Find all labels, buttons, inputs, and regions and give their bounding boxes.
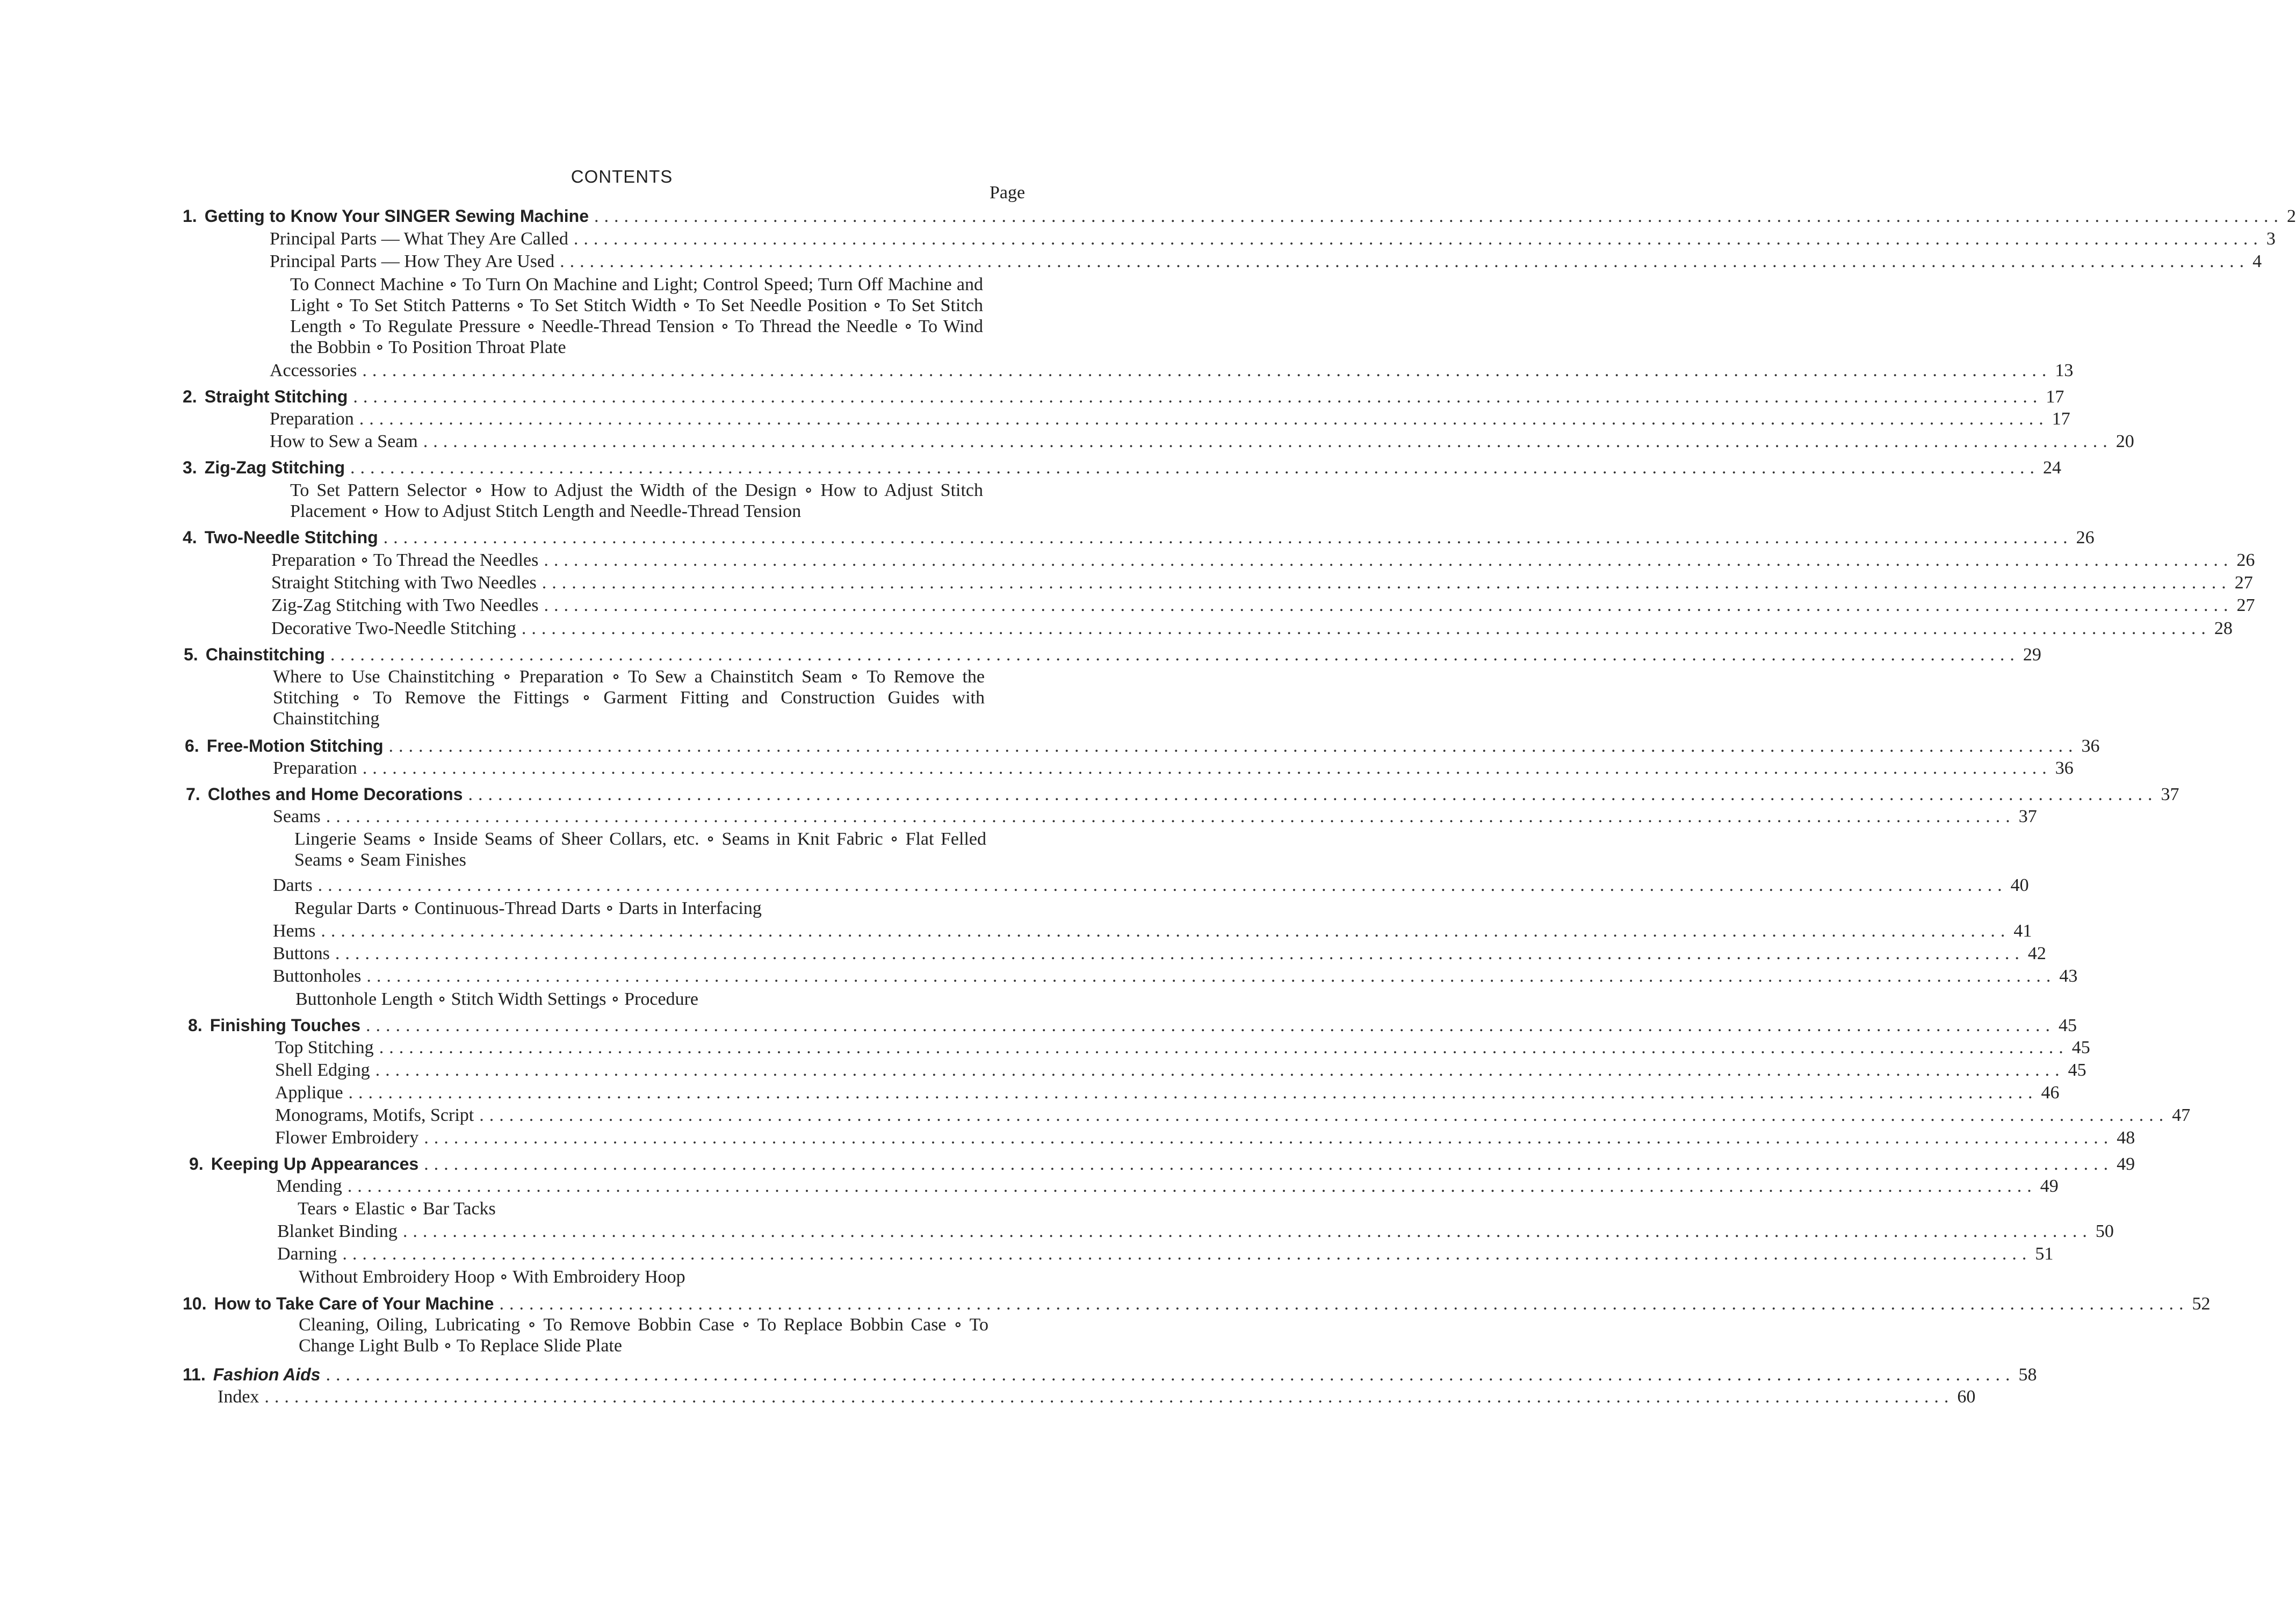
entry-title: Preparation — [270, 409, 354, 429]
section-number: 3. — [183, 458, 197, 477]
section-number: 10. — [183, 1294, 207, 1313]
entry-title: Darning — [277, 1244, 337, 1264]
section-title: Straight Stitching — [204, 387, 348, 406]
dot-leader: .......................................................................................................................................................................... — [424, 1128, 2114, 1148]
dot-leader: .......................................................................................................................................................................... — [573, 229, 2263, 249]
toc-entry[interactable] — [270, 251, 2262, 272]
entry-title: Accessories — [270, 361, 357, 380]
dot-leader: .......................................................................................................................................................................... — [479, 1105, 2169, 1125]
page-number: 36 — [2055, 758, 2074, 778]
dot-leader: .......................................................................................................................................................................... — [342, 1244, 2032, 1264]
page-number: 29 — [2023, 645, 2041, 665]
section-number: 4. — [183, 528, 197, 547]
page-number: 40 — [2010, 875, 2029, 895]
page-number: 17 — [2052, 409, 2070, 429]
dot-leader: .......................................................................................................................................................................... — [468, 785, 2158, 804]
toc-entry[interactable] — [273, 943, 2046, 965]
dot-leader: .......................................................................................................................................................................... — [330, 645, 2020, 665]
toc-entry[interactable] — [273, 758, 2074, 779]
toc-entry[interactable] — [270, 408, 2070, 430]
toc-section[interactable] — [186, 783, 2179, 805]
entry-title: Blanket Binding — [277, 1221, 398, 1241]
section-title: Two-Needle Stitching — [204, 528, 378, 547]
dot-leader: .......................................................................................................................................................................... — [348, 1083, 2038, 1103]
page-number: 28 — [2214, 618, 2233, 638]
entry-title: Principal Parts — What They Are Called — [270, 229, 568, 249]
page-number: 45 — [2071, 1038, 2090, 1057]
toc-entry[interactable] — [275, 1105, 2191, 1126]
page-number: 41 — [2013, 921, 2032, 941]
entry-description: Cleaning, Oiling, Lubricating ∘ To Remove Bobbin Case ∘ To Replace Bobbin Case ∘ To Change Light Bulb ∘ To Replace Slide Plate — [299, 1315, 988, 1356]
section-title: Finishing Touches — [210, 1016, 360, 1035]
entry-title: Decorative Two-Needle Stitching — [271, 618, 516, 638]
entry-title: Flower Embroidery — [275, 1128, 419, 1148]
page-number: 13 — [2055, 361, 2074, 380]
page-number: 27 — [2234, 573, 2253, 593]
entry-title: Preparation ∘ To Thread the Needles — [271, 550, 539, 570]
dot-leader: .......................................................................................................................................................................... — [347, 1176, 2037, 1196]
page-number: 26 — [2236, 550, 2255, 570]
entry-title: Mending — [276, 1176, 342, 1196]
page-number: 43 — [2059, 966, 2078, 986]
page-number: 20 — [2116, 431, 2134, 451]
toc-index[interactable] — [218, 1386, 1976, 1408]
entry-description: Without Embroidery Hoop ∘ With Embroidery Hoop — [299, 1267, 685, 1287]
entry-description: Where to Use Chainstitching ∘ Preparation ∘ To Sew a Chainstitch Seam ∘ To Remove the Stitching ∘ To Remove the Fittings ∘ Garment Fitting and Construction Guides with Chainstitching — [273, 667, 985, 729]
dot-leader: .......................................................................................................................................................................... — [383, 528, 2073, 548]
toc-entry[interactable] — [270, 431, 2134, 452]
toc-entry[interactable] — [277, 1243, 2054, 1265]
toc-entry[interactable] — [275, 1037, 2090, 1059]
page-number: 24 — [2042, 458, 2061, 478]
dot-leader: .......................................................................................................................................................................... — [326, 1365, 2016, 1385]
page-number: 58 — [2018, 1365, 2037, 1385]
page-number: 45 — [2058, 1016, 2077, 1035]
page-number: 17 — [2046, 387, 2064, 407]
entry-title: Applique — [275, 1083, 343, 1103]
dot-leader: .......................................................................................................................................................................... — [326, 807, 2016, 826]
dot-leader: .......................................................................................................................................................................... — [365, 1016, 2055, 1035]
section-title: Getting to Know Your SINGER Sewing Machine — [204, 206, 589, 226]
section-number: 8. — [188, 1016, 203, 1035]
toc-section[interactable] — [183, 205, 2296, 227]
page-number: 2 — [2286, 206, 2296, 226]
section-number: 7. — [186, 785, 200, 804]
entry-title: Hems — [273, 921, 316, 941]
dot-leader: .......................................................................................................................................................................... — [379, 1038, 2069, 1057]
dot-leader: .......................................................................................................................................................................... — [317, 875, 2008, 895]
entry-title: Preparation — [273, 758, 357, 778]
page-number: 48 — [2117, 1128, 2135, 1148]
section-number: 2. — [183, 387, 197, 406]
dot-leader: .......................................................................................................................................................................... — [544, 550, 2234, 570]
section-number: 11. — [183, 1365, 206, 1384]
entry-title: Monograms, Motifs, Script — [275, 1105, 474, 1125]
entry-description: Tears ∘ Elastic ∘ Bar Tacks — [298, 1199, 496, 1219]
dot-leader: .......................................................................................................................................................................... — [499, 1294, 2189, 1314]
dot-leader: .......................................................................................................................................................................... — [560, 251, 2250, 271]
toc-entry[interactable] — [275, 1082, 2060, 1104]
section-title: Clothes and Home Decorations — [207, 785, 463, 804]
toc-entry[interactable] — [270, 360, 2074, 382]
section-title: Chainstitching — [205, 645, 325, 664]
dot-leader: .......................................................................................................................................................................... — [353, 387, 2043, 407]
toc-section[interactable] — [183, 386, 2064, 408]
page-number: 3 — [2266, 229, 2276, 249]
toc-entry[interactable] — [271, 572, 2253, 594]
toc-section[interactable] — [189, 1153, 2135, 1175]
entry-title: Buttonholes — [273, 966, 362, 986]
section-number: 9. — [189, 1154, 204, 1174]
dot-leader: .......................................................................................................................................................................... — [362, 758, 2052, 778]
toc-entry[interactable] — [271, 618, 2233, 639]
page-number: 47 — [2172, 1105, 2191, 1125]
page-number: 50 — [2095, 1221, 2114, 1241]
page-number: 60 — [1957, 1387, 1976, 1407]
dot-leader: .......................................................................................................................................................................... — [424, 1154, 2114, 1174]
dot-leader: .......................................................................................................................................................................... — [375, 1060, 2065, 1080]
toc-section[interactable] — [184, 644, 2041, 666]
entry-title: Straight Stitching with Two Needles — [271, 573, 537, 593]
page-number: 37 — [2161, 785, 2179, 804]
entry-title: Seams — [273, 807, 321, 826]
toc-entry[interactable] — [275, 1127, 2135, 1149]
page-number: 52 — [2192, 1294, 2211, 1314]
entry-title: Shell Edging — [275, 1060, 370, 1080]
toc-entry[interactable] — [271, 550, 2255, 571]
dot-leader: .......................................................................................................................................................................... — [366, 966, 2056, 986]
entry-description: Lingerie Seams ∘ Inside Seams of Sheer Collars, etc. ∘ Seams in Knit Fabric ∘ Flat Felled Seams ∘ Seam Finishes — [294, 829, 986, 870]
page-number: 45 — [2068, 1060, 2086, 1080]
section-title: Keeping Up Appearances — [211, 1154, 419, 1174]
dot-leader: .......................................................................................................................................................................... — [594, 206, 2284, 226]
dot-leader: .......................................................................................................................................................................... — [359, 409, 2049, 429]
toc-entry[interactable] — [273, 806, 2037, 827]
page-number: 49 — [2040, 1176, 2059, 1196]
index-title: Index — [218, 1387, 259, 1407]
dot-leader: .......................................................................................................................................................................... — [402, 1221, 2092, 1241]
page-number: 26 — [2076, 528, 2095, 548]
page-number: 51 — [2035, 1244, 2054, 1264]
dot-leader: .......................................................................................................................................................................... — [350, 458, 2040, 478]
toc-entry[interactable] — [270, 228, 2276, 250]
toc-entry[interactable] — [273, 920, 2032, 942]
section-title: Free-Motion Stitching — [206, 736, 384, 755]
toc-entry[interactable] — [273, 875, 2029, 896]
dot-leader: .......................................................................................................................................................................... — [541, 573, 2232, 593]
page-number: 49 — [2117, 1154, 2135, 1174]
dot-leader: .......................................................................................................................................................................... — [362, 361, 2052, 380]
dot-leader: .......................................................................................................................................................................... — [264, 1387, 1954, 1407]
dot-leader: .......................................................................................................................................................................... — [388, 736, 2078, 756]
section-number: 1. — [183, 206, 197, 226]
section-title: How to Take Care of Your Machine — [214, 1294, 494, 1313]
page-number: 46 — [2041, 1083, 2060, 1103]
toc-section[interactable] — [183, 1293, 2211, 1315]
page-column-label: Page — [990, 183, 1026, 203]
entry-title: How to Sew a Seam — [270, 431, 418, 451]
page-title: CONTENTS — [571, 167, 673, 186]
toc-entry[interactable] — [271, 595, 2255, 616]
section-title: Zig-Zag Stitching — [204, 458, 345, 477]
section-title: Fashion Aids — [213, 1365, 321, 1384]
entry-title: Darts — [273, 875, 313, 895]
dot-leader: .......................................................................................................................................................................... — [544, 595, 2234, 615]
toc-section[interactable] — [183, 457, 2061, 479]
toc-entry[interactable] — [277, 1221, 2114, 1242]
entry-description: Buttonhole Length ∘ Stitch Width Settings ∘ Procedure — [295, 989, 698, 1009]
dot-leader: .......................................................................................................................................................................... — [423, 431, 2113, 451]
toc-section[interactable] — [183, 527, 2095, 549]
entry-description: To Connect Machine ∘ To Turn On Machine and Light; Control Speed; Turn Off Machine and Light ∘ To Set Stitch Patterns ∘ To Set Stitch Width ∘ To Set Needle Position ∘ To Set Stitch Length ∘ To Regulate Pressure ∘ Needle-Thread Tension ∘ To Thread the Needle ∘ To Wind the Bobbin ∘ To Position Throat Plate — [290, 275, 983, 357]
entry-title: Buttons — [273, 944, 330, 963]
toc-section[interactable] — [183, 1364, 2037, 1386]
page-number: 4 — [2252, 251, 2262, 271]
toc-section[interactable] — [188, 1014, 2077, 1037]
entry-description: To Set Pattern Selector ∘ How to Adjust the Width of the Design ∘ How to Adjust Stitch Placement ∘ How to Adjust Stitch Length and Needle-Thread Tension — [290, 480, 983, 521]
dot-leader: .......................................................................................................................................................................... — [521, 618, 2211, 638]
entry-title: Top Stitching — [275, 1038, 374, 1057]
page-number: 36 — [2081, 736, 2100, 756]
dot-leader: .......................................................................................................................................................................... — [335, 944, 2025, 963]
toc-entry[interactable] — [275, 1060, 2086, 1081]
dot-leader: .......................................................................................................................................................................... — [321, 921, 2011, 941]
section-number: 6. — [185, 736, 199, 755]
section-number: 5. — [184, 645, 198, 664]
toc-section[interactable] — [185, 735, 2100, 757]
page-number: 37 — [2018, 807, 2037, 826]
entry-title: Zig-Zag Stitching with Two Needles — [271, 595, 539, 615]
page-number: 42 — [2027, 944, 2046, 963]
page-number: 27 — [2236, 595, 2255, 615]
entry-description: Regular Darts ∘ Continuous-Thread Darts ∘ Darts in Interfacing — [294, 898, 762, 918]
toc-entry[interactable] — [276, 1176, 2059, 1197]
toc-entry[interactable] — [273, 966, 2078, 987]
entry-title: Principal Parts — How They Are Used — [270, 251, 555, 271]
